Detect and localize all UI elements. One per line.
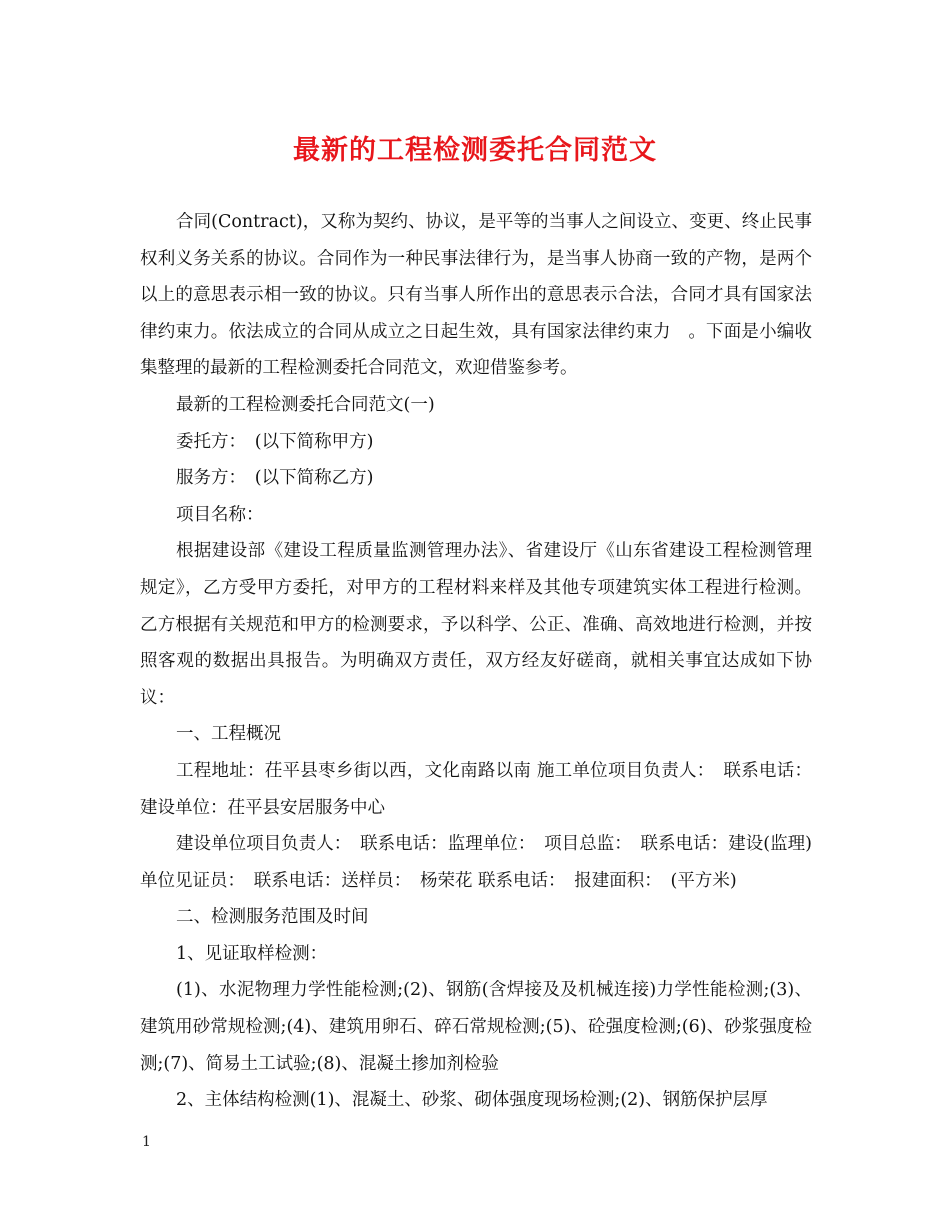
paragraph-intro: 合同(Contract)，又称为契约、协议，是平等的当事人之间设立、变更、终止民事权利义务关系的协议。合同作为一种民事法律行为，是当事人协商一致的产物，是两个以上的意思表示相一致的协议。只有当事人所作出的意思表示合法，合同才具有国家法律约束力。依法成立的合同从成立之日起生效，具有国家法律约束力 。下面是小编收集整理的最新的工程检测委托合同范文，欢迎借鉴参考。 [140, 212, 812, 379]
document-title: 最新的工程检测委托合同范文 [293, 135, 657, 166]
paragraph-witness-sampling: 1、见证取样检测： [176, 943, 328, 964]
paragraph-project-name: 项目名称： [176, 504, 264, 525]
paragraph-basis: 根据建设部《建设工程质量监测管理办法》、省建设厅《山东省建设工程检测管理规定》，乙方受甲方委托，对甲方的工程材料来样及其他专项建筑实体工程进行检测。乙方根据有关规范和甲方的检测要求，予以科学、公正、准确、高效地进行检测，并按照客观的数据出具报告。为明确双方责任，双方经友好磋商，就相关事宜达成如下协议： [140, 541, 812, 708]
paragraph-address: 工程地址：茌平县枣乡街以西，文化南路以南 施工单位项目负责人： 联系电话：建设单位：茌平县安居服务中心 [140, 760, 812, 818]
paragraph-subtitle: 最新的工程检测委托合同范文(一) [176, 394, 435, 415]
section-heading-overview: 一、工程概况 [176, 724, 281, 745]
document-body [140, 204, 812, 1119]
paragraph-structure-tests: 2、主体结构检测(1)、混凝土、砂浆、砌体强度现场检测;(2)、钢筋保护层厚 [176, 1090, 768, 1111]
page-number: 1 [142, 1134, 151, 1150]
paragraph-contacts: 建设单位项目负责人： 联系电话：监理单位： 项目总监： 联系电话：建设(监理)单位见证员： 联系电话：送样员： 杨荣花 联系电话： 报建面积： (平方米) [140, 834, 812, 891]
paragraph-test-items: (1)、水泥物理力学性能检测;(2)、钢筋(含焊接及及机械连接)力学性能检测;(3)、建筑用砂常规检测;(4)、建筑用卵石、碎石常规检测;(5)、砼强度检测;(6)、砂浆强度检测;(7)、简易土工试验;(8)、混凝土掺加剂检验 [140, 980, 812, 1074]
section-heading-scope: 二、检测服务范围及时间 [176, 907, 369, 928]
paragraph-provider: 服务方： (以下简称乙方) [176, 468, 374, 489]
paragraph-client: 委托方： (以下简称甲方) [176, 431, 374, 452]
